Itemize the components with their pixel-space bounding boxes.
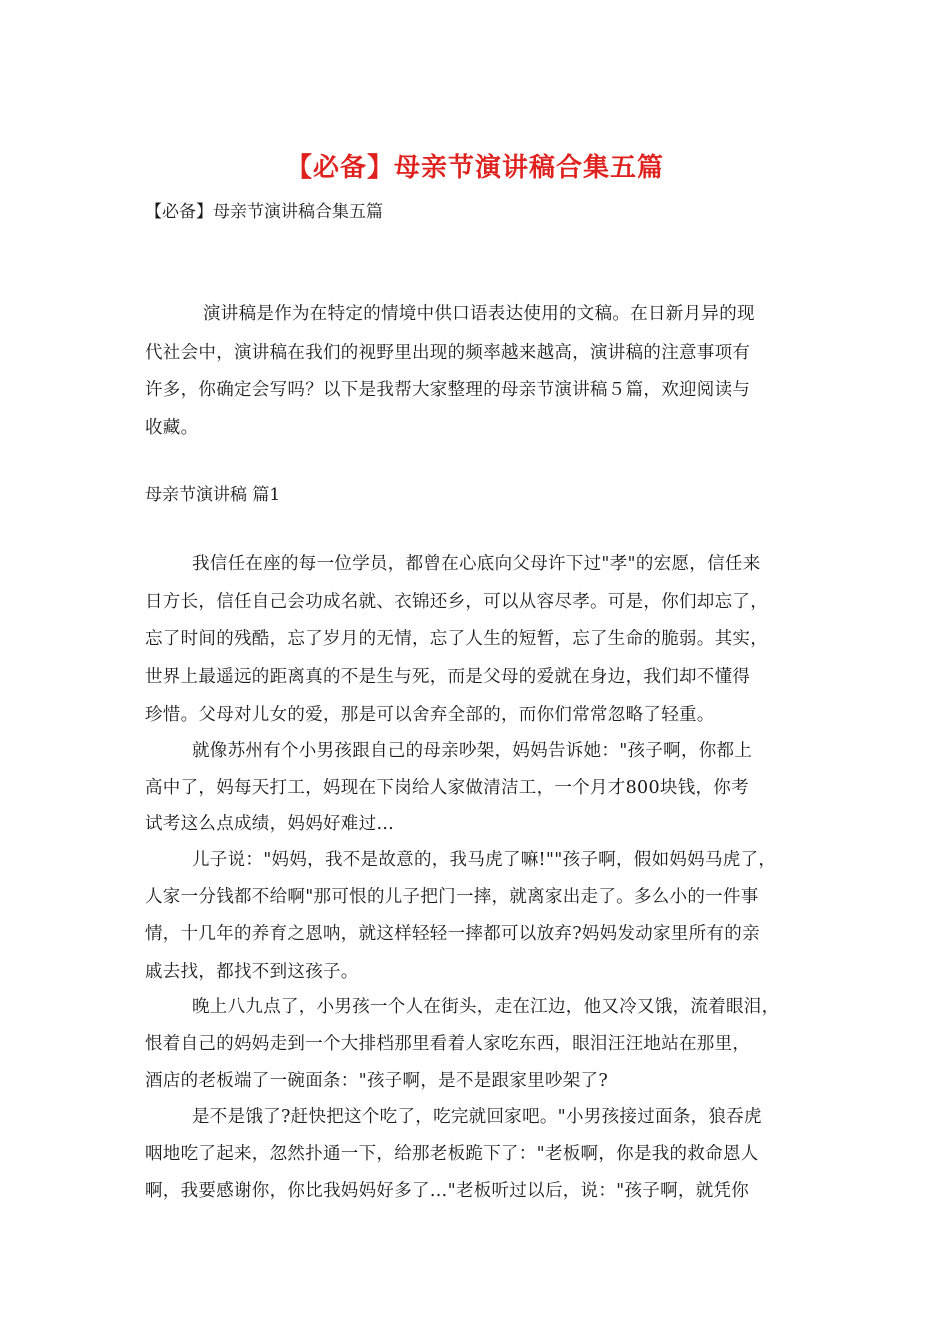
intro-line: 收藏。 (145, 418, 199, 438)
body-line: 试考这么点成绩，妈妈好难过… (145, 814, 395, 834)
body-line: 情，十几年的养育之恩呐，就这样轻轻一摔都可以放弃?妈妈发动家里所有的亲 (145, 924, 760, 944)
body-line: 珍惜。父母对儿女的爱，那是可以舍弃全部的，而你们常常忽略了轻重。 (145, 705, 715, 725)
document-title: 【必备】母亲节演讲稿合集五篇 (285, 153, 664, 183)
intro-line: 许多，你确定会写吗？以下是我帮大家整理的母亲节演讲稿５篇，欢迎阅读与 (145, 380, 751, 400)
body-line: 晚上八九点了，小男孩一个人在街头，走在江边，他又冷又饿，流着眼泪， (192, 997, 780, 1017)
intro-line: 演讲稿是作为在特定的情境中供口语表达使用的文稿。在日新月异的现 (203, 304, 755, 324)
body-line: 是不是饿了?赶快把这个吃了，吃完就回家吧。"小男孩接过面条，狼吞虎 (192, 1107, 762, 1127)
body-line: 啊，我要感谢你，你比我妈妈好多了…"老板听过以后，说："孩子啊，就凭你 (145, 1181, 750, 1201)
section-heading: 母亲节演讲稿 篇1 (145, 485, 281, 505)
body-line: 就像苏州有个小男孩跟自己的母亲吵架，妈妈告诉她："孩子啊，你都上 (192, 741, 753, 761)
body-line: 咽地吃了起来，忽然扑通一下，给那老板跪下了："老板啊，你是我的救命恩人 (145, 1144, 759, 1164)
body-line: 恨着自己的妈妈走到一个大排档那里看着人家吃东西，眼泪汪汪地站在那里， (145, 1034, 751, 1054)
body-line: 日方长，信任自己会功成名就、衣锦还乡，可以从容尽孝。可是，你们却忘了， (145, 592, 768, 612)
body-line: 儿子说："妈妈，我不是故意的，我马虎了嘛!""孩子啊，假如妈妈马虎了， (192, 850, 777, 870)
document-subtitle: 【必备】母亲节演讲稿合集五篇 (145, 202, 383, 222)
body-line: 世界上最遥远的距离真的不是生与死，而是父母的爱就在身边，我们却不懂得 (145, 667, 751, 687)
body-line: 高中了，妈每天打工，妈现在下岗给人家做清洁工，一个月才800块钱，你考 (145, 778, 749, 798)
body-line: 我信任在座的每一位学员，都曾在心底向父母许下过"孝"的宏愿，信任来 (192, 554, 761, 574)
body-line: 酒店的老板端了一碗面条："孩子啊，是不是跟家里吵架了? (145, 1071, 609, 1091)
body-line: 戚去找，都找不到这孩子。 (145, 962, 359, 982)
body-line: 忘了时间的残酷，忘了岁月的无情，忘了人生的短暂，忘了生命的脆弱。其实， (145, 629, 768, 649)
intro-line: 代社会中，演讲稿在我们的视野里出现的频率越来越高，演讲稿的注意事项有 (145, 343, 751, 363)
body-line: 人家一分钱都不给啊"那可恨的儿子把门一摔，就离家出走了。多么小的一件事 (145, 887, 759, 907)
